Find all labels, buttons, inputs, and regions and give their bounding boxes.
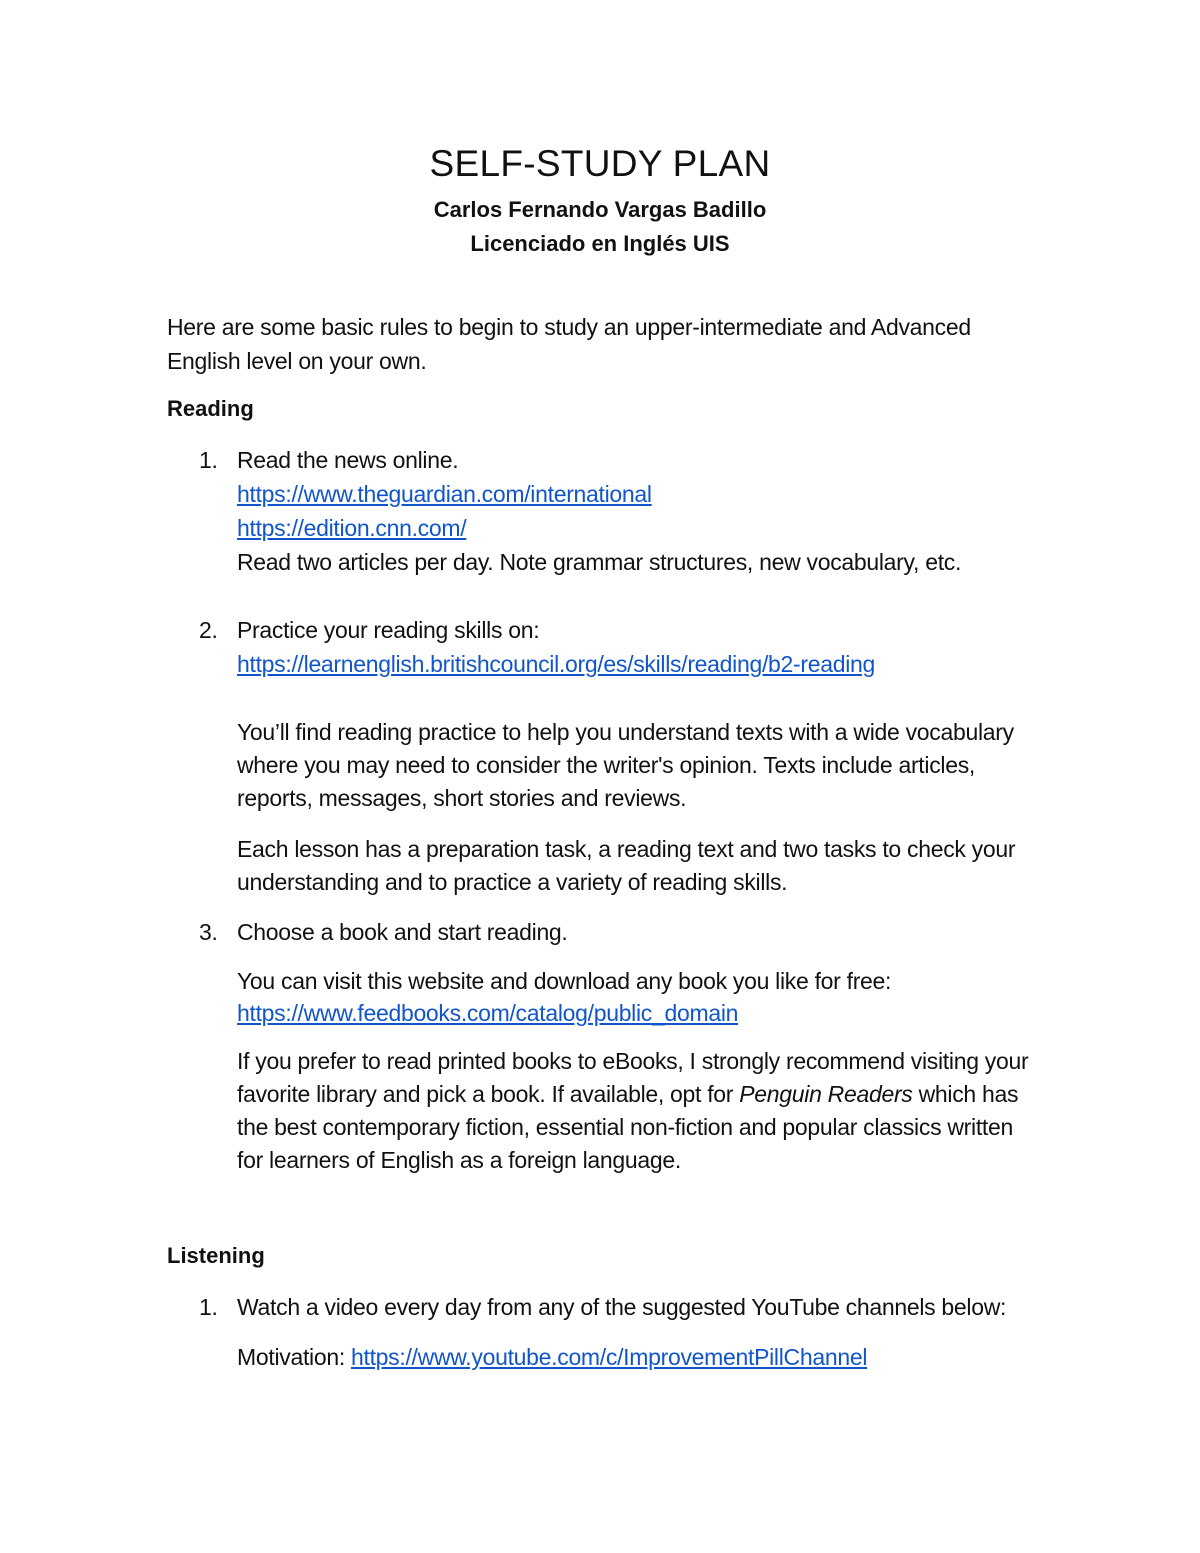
reading-item-3-number: 3. bbox=[199, 919, 218, 945]
printed-books-paragraph bbox=[237, 1045, 1037, 1177]
listening-heading: Listening bbox=[167, 1243, 265, 1268]
reading-item-1-number: 1. bbox=[199, 447, 218, 473]
feedbooks-link[interactable]: https://www.feedbooks.com/catalog/public_domain bbox=[237, 1000, 739, 1026]
guardian-link[interactable]: https://www.theguardian.com/international bbox=[237, 481, 652, 507]
intro-paragraph: Here are some basic rules to begin to study an upper-intermediate and Advanced English level on your own. bbox=[167, 314, 971, 374]
reading-item-1-note: Read two articles per day. Note grammar structures, new vocabulary, etc. bbox=[237, 549, 962, 575]
listening-item-1-number: 1. bbox=[199, 1294, 218, 1320]
improvement-pill-link[interactable]: https://www.youtube.com/c/ImprovementPillChannel bbox=[351, 1344, 868, 1370]
reading-item-2-lesson-info: Each lesson has a preparation task, a reading text and two tasks to check your understanding and to practice a variety of reading skills. bbox=[237, 836, 1016, 895]
penguin-readers-title: Penguin Readers bbox=[739, 1081, 913, 1107]
listening-item-1-text: Watch a video every day from any of the suggested YouTube channels below: bbox=[237, 1294, 1007, 1320]
reading-heading: Reading bbox=[167, 396, 254, 421]
printed-books-text-start: If you prefer to read printed books to eBooks, I strongly recommend visiting your favorite library and pick a book. If available, opt for bbox=[237, 1048, 1029, 1107]
reading-item-2-number: 2. bbox=[199, 617, 218, 643]
author-credential: Licenciado en Inglés UIS bbox=[470, 231, 730, 256]
cnn-link[interactable]: https://edition.cnn.com/ bbox=[237, 515, 467, 541]
reading-item-1-text: Read the news online. bbox=[237, 447, 459, 473]
page-title: SELF-STUDY PLAN bbox=[429, 143, 771, 184]
printed-books-text-end: which has the best contemporary fiction, essential non-fiction and popular classics written for learners of English as a foreign language. bbox=[237, 1081, 1019, 1173]
reading-item-2-text: Practice your reading skills on: bbox=[237, 617, 540, 643]
motivation-label: Motivation: bbox=[237, 1344, 352, 1370]
reading-item-2-description: You’ll find reading practice to help you understand texts with a wide vocabulary where you may need to consider the writer's opinion. Texts include articles, reports, messages, short stories and reviews. bbox=[237, 719, 1014, 811]
feedbooks-intro: You can visit this website and download any book you like for free: bbox=[237, 968, 892, 994]
author-name: Carlos Fernando Vargas Badillo bbox=[433, 197, 767, 222]
reading-item-3-text: Choose a book and start reading. bbox=[237, 919, 568, 945]
british-council-link[interactable]: https://learnenglish.britishcouncil.org/es/skills/reading/b2-reading bbox=[237, 651, 876, 677]
motivation-line bbox=[237, 1340, 867, 1374]
